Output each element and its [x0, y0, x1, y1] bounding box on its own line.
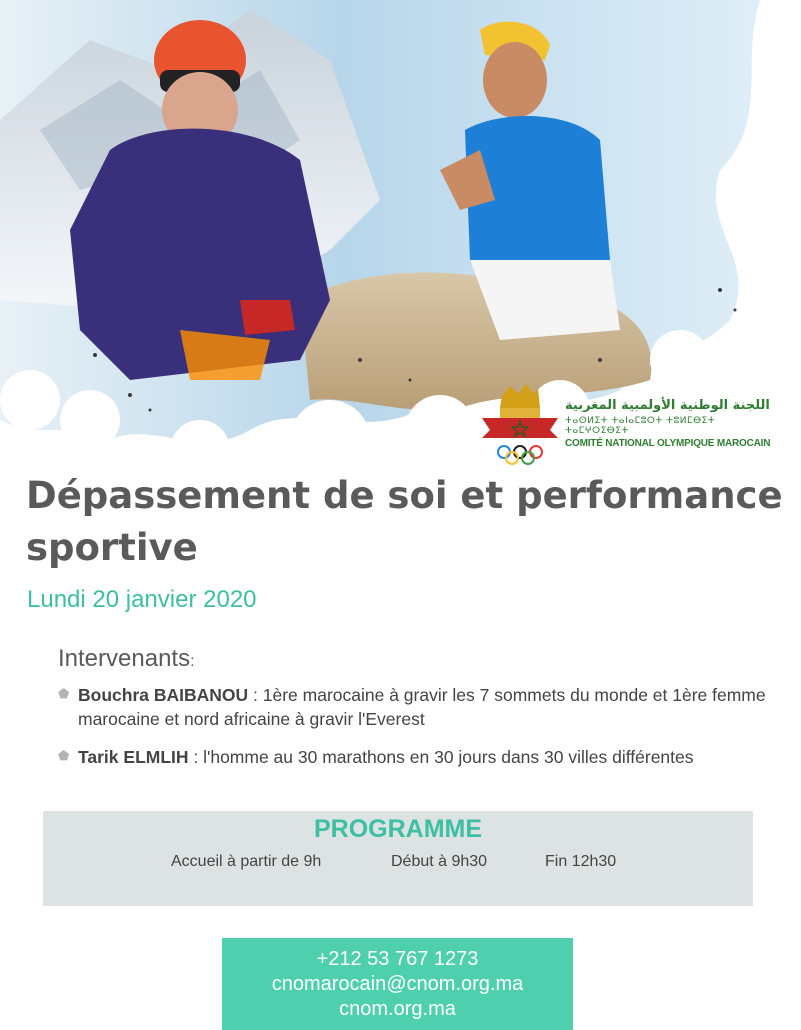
crown-emblem-icon	[480, 378, 560, 468]
speaker-name: Tarik ELMLIH	[78, 747, 189, 767]
speaker-item	[58, 745, 778, 769]
logo-text	[565, 398, 777, 449]
speakers-heading-colon: :	[190, 653, 195, 670]
cnom-logo	[480, 378, 780, 468]
speaker-name: Bouchra BAIBANOU	[78, 685, 249, 705]
speakers-heading	[58, 645, 778, 673]
event-date: Lundi 20 janvier 2020	[27, 586, 257, 613]
logo-arabic-name: اللجنة الوطنية الأولمبية المغربية	[565, 398, 770, 413]
contact-email[interactable]: cnomarocain@cnom.org.ma	[271, 973, 524, 995]
contact-box	[222, 938, 573, 1030]
speaker-item	[58, 683, 778, 731]
programme-start: Début à 9h30	[391, 853, 488, 870]
pentagon-bullet-icon: ⬟	[58, 748, 70, 763]
contact-phone[interactable]: +212 53 767 1273	[316, 948, 479, 970]
programme-end: Fin 12h30	[545, 853, 617, 870]
speakers-heading-text: Intervenants	[58, 645, 191, 672]
event-title: Dépassement de soi et performance sportive	[26, 474, 783, 569]
contact-website[interactable]: cnom.org.ma	[339, 998, 456, 1020]
programme-box	[43, 811, 753, 906]
speaker-description: : l'homme au 30 marathons en 30 jours dans 30 villes différentes	[188, 747, 694, 767]
programme-title: PROGRAMME	[313, 815, 483, 843]
programme-welcome: Accueil à partir de 9h	[171, 853, 322, 870]
pentagon-bullet-icon: ⬟	[58, 686, 70, 701]
speaker-description: : 1ère marocaine à gravir les 7 sommets du monde et 1ère femme marocaine et nord africaine à gravir l'Everest	[78, 685, 766, 729]
logo-tifinagh-name: ⵜⴰⵙⵍⵉⵜ ⵜⴰⵏⴰⵎⵓⵔⵜ ⵜⵓⵍⵎⴱⵉⵜ ⵜⴰⵎⵖⵔⵉⴱⵉⵜ	[565, 416, 716, 436]
logo-french-name: COMITÉ NATIONAL OLYMPIQUE MAROCAIN	[565, 438, 771, 449]
speakers-section	[58, 645, 778, 769]
